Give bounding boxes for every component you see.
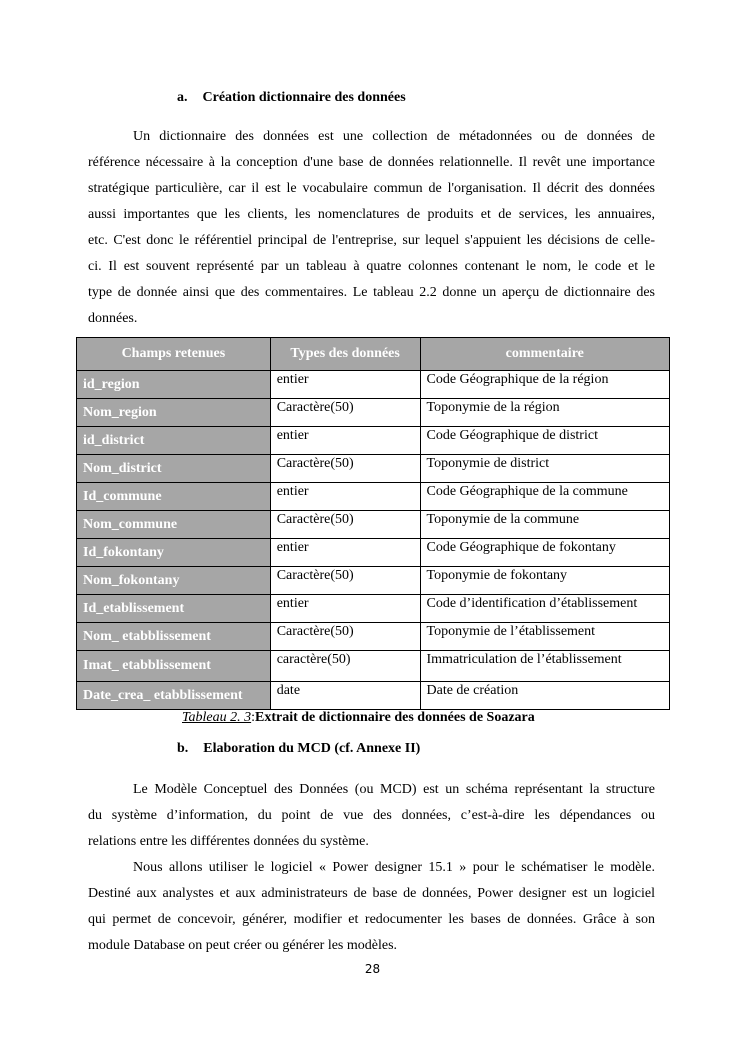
field-cell: Id_fokontany	[77, 539, 271, 567]
table-row	[77, 371, 670, 399]
caption-reference: Tableau 2. 3	[182, 710, 252, 725]
type-cell: entier	[270, 595, 420, 623]
paragraph-line: ci. Il est souvent représenté par un tableau à quatre colonnes contenant le nom, le code et le	[88, 259, 655, 274]
table-row	[77, 511, 670, 539]
paragraph-line: Nous allons utiliser le logiciel « Power designer 15.1 » pour le schématiser le modèle.	[133, 860, 655, 875]
paragraph-line: Destiné aux analystes et aux administrateurs de base de données, Power designer est un logiciel	[88, 886, 655, 901]
field-cell: Nom_district	[77, 455, 271, 483]
comment-cell: Toponymie de la commune	[420, 511, 670, 539]
caption-text: Extrait de dictionnaire des données de Soazara	[255, 710, 535, 725]
paragraph-line: type de donnée ainsi que des commentaires. Le tableau 2.2 donne un aperçu de dictionnaire des	[88, 285, 655, 300]
page-number: 28	[364, 962, 381, 976]
table-row	[77, 455, 670, 483]
type-cell: Caractère(50)	[270, 567, 420, 595]
comment-cell: Toponymie de l’établissement	[420, 623, 670, 651]
comment-cell: Toponymie de district	[420, 455, 670, 483]
comment-cell: Code Géographique de fokontany	[420, 539, 670, 567]
table-row	[77, 595, 670, 623]
table-row	[77, 651, 670, 682]
section-a-label: a.	[177, 90, 188, 105]
section-a-heading	[177, 90, 406, 106]
type-cell: Caractère(50)	[270, 623, 420, 651]
table-row	[77, 682, 670, 710]
comment-cell: Date de création	[420, 682, 670, 710]
paragraph-line: stratégique particulière, car il est le vocabulaire commun de l'organisation. Il décrit des données	[88, 181, 655, 196]
paragraph-line: etc. C'est donc le référentiel principal de l'entreprise, sur lequel s'appuient les décisions de celle-	[88, 233, 655, 248]
paragraph-line: du système d’information, du point de vue des données, c’est-à-dire les dépendances ou	[88, 808, 655, 823]
table-row	[77, 539, 670, 567]
table-header-row	[77, 338, 670, 371]
type-cell: entier	[270, 427, 420, 455]
section-b-heading	[177, 741, 420, 757]
table-caption	[182, 710, 535, 726]
column-header-comment: commentaire	[420, 338, 670, 371]
field-cell: id_district	[77, 427, 271, 455]
comment-cell: Immatriculation de l’établissement	[420, 651, 670, 682]
type-cell: entier	[270, 483, 420, 511]
type-cell: date	[270, 682, 420, 710]
table-row	[77, 427, 670, 455]
comment-cell: Code Géographique de la commune	[420, 483, 670, 511]
paragraph-line: référence nécessaire à la conception d'une base de données relationnelle. Il revêt une importance	[88, 155, 655, 170]
comment-cell: Code d’identification d’établissement	[420, 595, 670, 623]
column-header-field: Champs retenues	[77, 338, 271, 371]
comment-cell: Toponymie de la région	[420, 399, 670, 427]
section-b-title: Elaboration du MCD (cf. Annexe II)	[203, 741, 421, 756]
table-row	[77, 483, 670, 511]
field-cell: Date_crea_ etabblissement	[77, 682, 271, 710]
paragraph-line: Un dictionnaire des données est une collection de métadonnées ou de données de	[133, 129, 655, 144]
paragraph-line: aussi importantes que les clients, les nomenclatures de produits et de services, les annuaires,	[88, 207, 655, 222]
type-cell: caractère(50)	[270, 651, 420, 682]
table-row	[77, 623, 670, 651]
field-cell: Nom_region	[77, 399, 271, 427]
type-cell: entier	[270, 371, 420, 399]
table-row	[77, 567, 670, 595]
field-cell: Nom_commune	[77, 511, 271, 539]
type-cell: Caractère(50)	[270, 455, 420, 483]
paragraph-line: relations entre les différentes données du système.	[88, 834, 369, 849]
field-cell: id_region	[77, 371, 271, 399]
section-b-label: b.	[177, 741, 189, 756]
section-a-title: Création dictionnaire des données	[202, 90, 406, 105]
paragraph-line: module Database on peut créer ou générer les modèles.	[88, 938, 398, 953]
paragraph-line: données.	[88, 311, 138, 326]
paragraph-line: qui permet de concevoir, générer, modifier et redocumenter les bases de données. Grâce à son	[88, 912, 655, 927]
field-cell: Id_commune	[77, 483, 271, 511]
type-cell: Caractère(50)	[270, 511, 420, 539]
comment-cell: Code Géographique de district	[420, 427, 670, 455]
caption-separator: :	[251, 710, 255, 725]
table-row	[77, 399, 670, 427]
field-cell: Imat_ etabblissement	[77, 651, 271, 682]
data-dictionary-table	[76, 337, 670, 710]
column-header-type: Types des données	[270, 338, 420, 371]
field-cell: Id_etablissement	[77, 595, 271, 623]
paragraph-line: Le Modèle Conceptuel des Données (ou MCD) est un schéma représentant la structure	[133, 782, 655, 797]
comment-cell: Toponymie de fokontany	[420, 567, 670, 595]
field-cell: Nom_ etabblissement	[77, 623, 271, 651]
type-cell: Caractère(50)	[270, 399, 420, 427]
field-cell: Nom_fokontany	[77, 567, 271, 595]
comment-cell: Code Géographique de la région	[420, 371, 670, 399]
type-cell: entier	[270, 539, 420, 567]
